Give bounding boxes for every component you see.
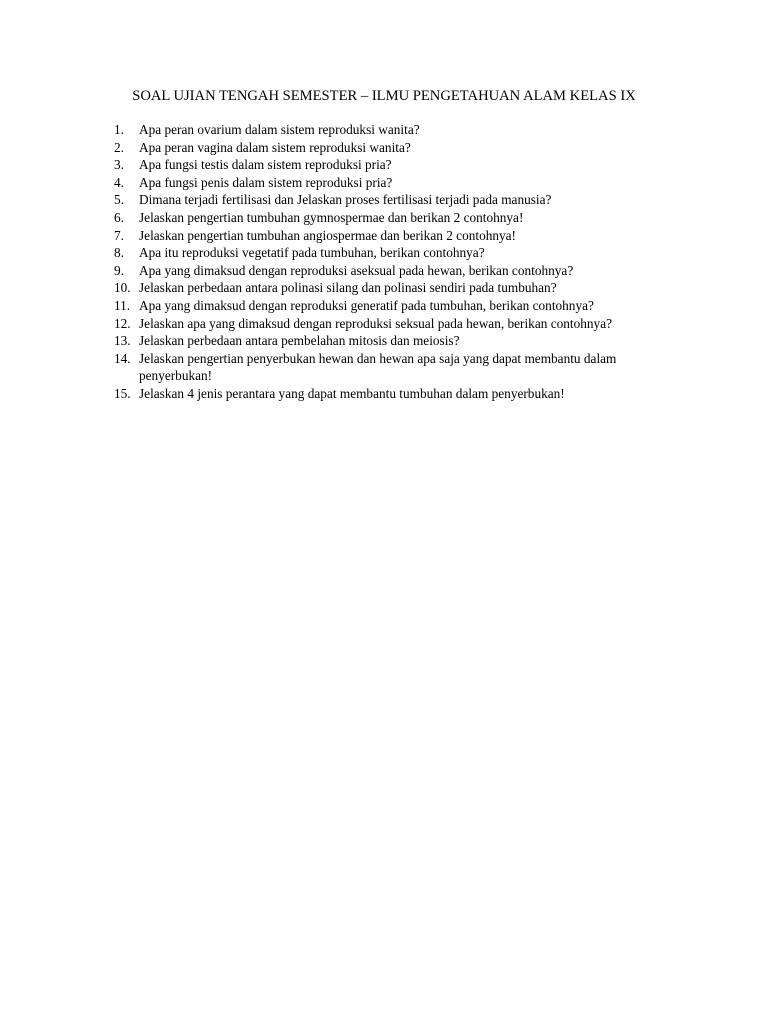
question-text: Jelaskan pengertian tumbuhan gymnospermae dan berikan 2 contohnya! xyxy=(139,209,524,225)
question-text: Apa fungsi penis dalam sistem reproduksi pria? xyxy=(139,174,393,190)
question-number: 7. xyxy=(114,227,124,243)
question-item xyxy=(114,244,674,262)
question-number: 4. xyxy=(114,174,124,190)
question-item xyxy=(114,156,674,174)
question-list xyxy=(114,121,674,403)
question-text: Jelaskan apa yang dimaksud dengan reproduksi seksual pada hewan, berikan contohnya? xyxy=(139,315,612,331)
question-number: 14. xyxy=(114,350,131,366)
question-item xyxy=(114,315,674,333)
question-item xyxy=(114,350,674,385)
question-item xyxy=(114,227,674,245)
question-item xyxy=(114,139,674,157)
question-text: Dimana terjadi fertilisasi dan Jelaskan proses fertilisasi terjadi pada manusia? xyxy=(139,192,552,208)
question-text: Apa fungsi testis dalam sistem reproduksi pria? xyxy=(139,157,392,173)
question-text: Jelaskan pengertian tumbuhan angiospermae dan berikan 2 contohnya! xyxy=(139,227,516,243)
question-text: Jelaskan perbedaan antara polinasi silang dan polinasi sendiri pada tumbuhan? xyxy=(139,280,557,296)
question-text: Apa peran ovarium dalam sistem reproduksi wanita? xyxy=(139,122,420,137)
question-number: 6. xyxy=(114,209,124,225)
question-item xyxy=(114,332,674,350)
question-number: 9. xyxy=(114,262,124,278)
question-number: 2. xyxy=(114,139,124,155)
question-item xyxy=(114,385,674,403)
question-text: Apa peran vagina dalam sistem reproduksi wanita? xyxy=(139,139,411,155)
question-text: Jelaskan perbedaan antara pembelahan mitosis dan meiosis? xyxy=(139,333,460,349)
question-item xyxy=(114,121,674,139)
question-item xyxy=(114,209,674,227)
question-number: 8. xyxy=(114,245,124,261)
question-number: 5. xyxy=(114,192,124,208)
question-number: 3. xyxy=(114,157,124,173)
document-title: SOAL UJIAN TENGAH SEMESTER – ILMU PENGETAHUAN ALAM KELAS IX xyxy=(132,88,636,104)
question-item xyxy=(114,279,674,297)
question-item xyxy=(114,191,674,209)
question-text: Apa yang dimaksud dengan reproduksi aseksual pada hewan, berikan contohnya? xyxy=(139,262,574,278)
question-text: Jelaskan pengertian penyerbukan hewan dan hewan apa saja yang dapat membantu dalam penyerbukan! xyxy=(139,350,617,384)
question-item xyxy=(114,297,674,315)
question-number: 1. xyxy=(114,122,124,137)
question-text: Jelaskan 4 jenis perantara yang dapat membantu tumbuhan dalam penyerbukan! xyxy=(139,385,565,401)
question-number: 13. xyxy=(114,333,131,349)
question-text: Apa yang dimaksud dengan reproduksi generatif pada tumbuhan, berikan contohnya? xyxy=(139,297,594,313)
question-number: 12. xyxy=(114,315,131,331)
question-item xyxy=(114,262,674,280)
question-number: 11. xyxy=(114,297,131,313)
question-text: Apa itu reproduksi vegetatif pada tumbuhan, berikan contohnya? xyxy=(139,245,485,261)
question-number: 10. xyxy=(114,280,131,296)
question-item xyxy=(114,174,674,192)
question-number: 15. xyxy=(114,385,131,401)
